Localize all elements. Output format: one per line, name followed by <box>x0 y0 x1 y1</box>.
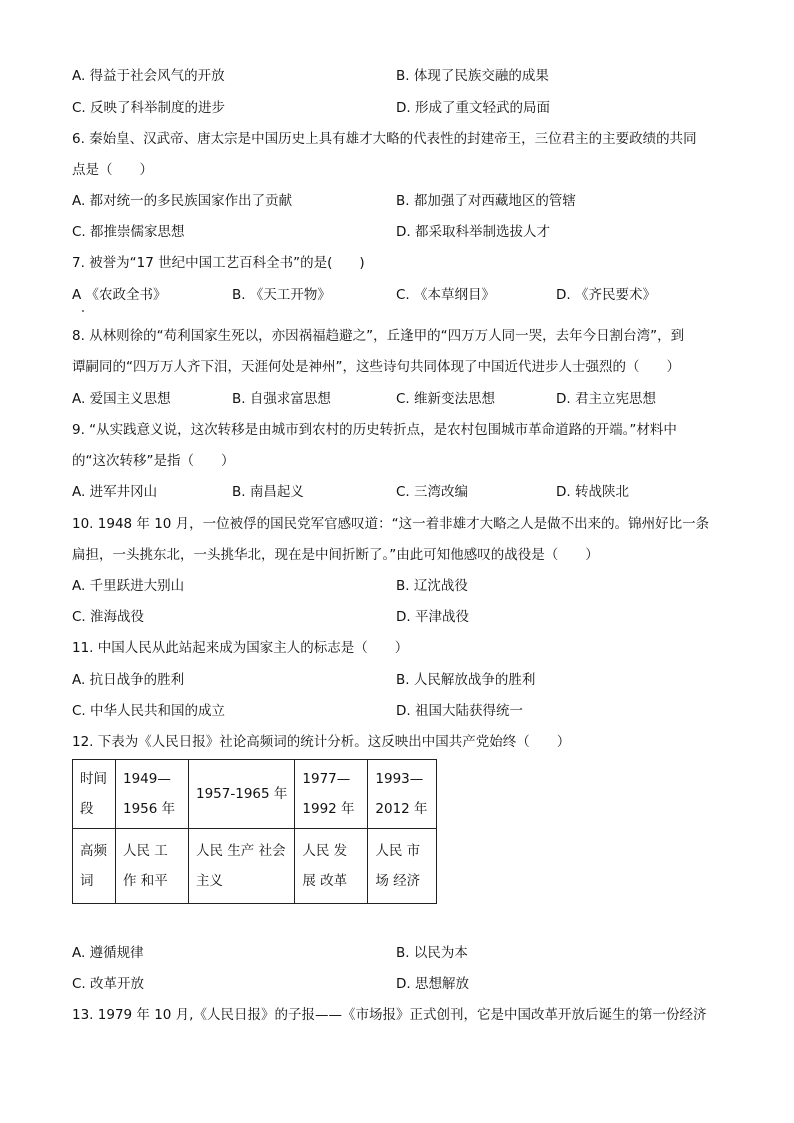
q6-option-b: B. 都加强了对西藏地区的管辖 <box>396 193 576 209</box>
q10-stem-line1: 10. 1948 年 10 月，一位被俘的国民党军官感叹道：“这一着非雄才大略之人是做不出来的。锦州好比一条 <box>72 516 710 532</box>
q10-option-c: C. 淮海战役 <box>72 609 145 625</box>
q9-option-b: B. 南昌起义 <box>232 484 304 500</box>
q11-option-a: A. 抗日战争的胜利 <box>72 672 185 688</box>
q5-option-b: B. 体现了民族交融的成果 <box>396 68 549 84</box>
high-frequency-words-table <box>72 759 437 904</box>
table-cell: 高频词 <box>73 829 116 904</box>
q13-stem-line1: 13. 1979 年 10 月,《人民日报》的子报——《市场报》正式创刊，它是中国改革开放后诞生的第一份经济 <box>72 1007 707 1023</box>
table-cell: 1977—1992 年 <box>295 760 368 829</box>
q7-option-a: A 《农政全书》 <box>72 287 167 303</box>
q5-option-c: C. 反映了科举制度的进步 <box>72 100 226 116</box>
q9-stem-line1: 9. “从实践意义说，这次转移是由城市到农村的历史转折点，是农村包围城市革命道路的开端。”材料中 <box>72 422 677 438</box>
q12-stem: 12. 下表为《人民日报》社论高频词的统计分析。这反映出中国共产党始终（ ） <box>72 734 571 750</box>
q11-option-b: B. 人民解放战争的胜利 <box>396 672 536 688</box>
table-cell: 1949—1956 年 <box>116 760 189 829</box>
q6-option-d: D. 都采取科举制选拔人才 <box>396 224 550 240</box>
q7-option-c: C. 《本草纲目》 <box>396 287 496 303</box>
q7-option-b: B. 《天工开物》 <box>232 287 331 303</box>
q11-stem: 11. 中国人民从此站起来成为国家主人的标志是（ ） <box>72 640 409 656</box>
stray-dot <box>82 310 84 312</box>
q12-option-c: C. 改革开放 <box>72 976 145 992</box>
q8-stem-line2: 谭嗣同的“四万万人齐下泪，天涯何处是神州”，这些诗句共同体现了中国近代进步人士强烈的（ ） <box>72 359 680 375</box>
q12-option-a: A. 遵循规律 <box>72 945 144 961</box>
q8-option-b: B. 自强求富思想 <box>232 391 331 407</box>
table-header-row <box>73 760 437 829</box>
q5-option-a: A. 得益于社会风气的开放 <box>72 68 225 84</box>
q9-option-a: A. 进军井冈山 <box>72 484 158 500</box>
q8-option-a: A. 爱国主义思想 <box>72 391 171 407</box>
q6-option-a: A. 都对统一的多民族国家作出了贡献 <box>72 193 293 209</box>
q7-stem: 7. 被誉为“17 世纪中国工艺百科全书”的是( ) <box>72 255 365 271</box>
q6-stem-line2: 点是（ ） <box>72 162 153 178</box>
table-cell: 人民 市场 经济 <box>368 829 437 904</box>
q10-option-b: B. 辽沈战役 <box>396 578 468 594</box>
q9-option-d: D. 转战陕北 <box>556 484 629 500</box>
q8-stem-line1: 8. 从林则徐的“苟利国家生死以，亦因祸福趋避之”，丘逢甲的“四万万人同一哭，去年今日割台湾”，到 <box>72 328 685 344</box>
table-cell: 1957-1965 年 <box>189 760 295 829</box>
q10-stem-line2: 扁担，一头挑东北，一头挑华北，现在是中间折断了。”由此可知他感叹的战役是（ ） <box>72 547 599 563</box>
table-cell: 人民 生产 社会主义 <box>189 829 295 904</box>
q10-option-a: A. 千里跃进大别山 <box>72 578 185 594</box>
q10-option-d: D. 平津战役 <box>396 609 469 625</box>
q12-option-b: B. 以民为本 <box>396 945 468 961</box>
q9-stem-line2: 的“这次转移”是指（ ） <box>72 453 235 469</box>
q11-option-d: D. 祖国大陆获得统一 <box>396 703 523 719</box>
table-row <box>73 829 437 904</box>
q5-option-d: D. 形成了重文轻武的局面 <box>396 100 550 116</box>
q8-option-d: D. 君主立宪思想 <box>556 391 656 407</box>
q11-option-c: C. 中华人民共和国的成立 <box>72 703 226 719</box>
q7-option-d: D. 《齐民要术》 <box>556 287 656 303</box>
q8-option-c: C. 维新变法思想 <box>396 391 496 407</box>
q6-stem-line1: 6. 秦始皇、汉武帝、唐太宗是中国历史上具有雄才大略的代表性的封建帝王，三位君主的主要政绩的共同 <box>72 131 697 147</box>
q6-option-c: C. 都推崇儒家思想 <box>72 224 185 240</box>
q12-option-d: D. 思想解放 <box>396 976 469 992</box>
table-cell: 人民 发展 改革 <box>295 829 368 904</box>
table-cell: 时间段 <box>73 760 116 829</box>
table-cell: 1993—2012 年 <box>368 760 437 829</box>
table-cell: 人民 工作 和平 <box>116 829 189 904</box>
q9-option-c: C. 三湾改编 <box>396 484 469 500</box>
